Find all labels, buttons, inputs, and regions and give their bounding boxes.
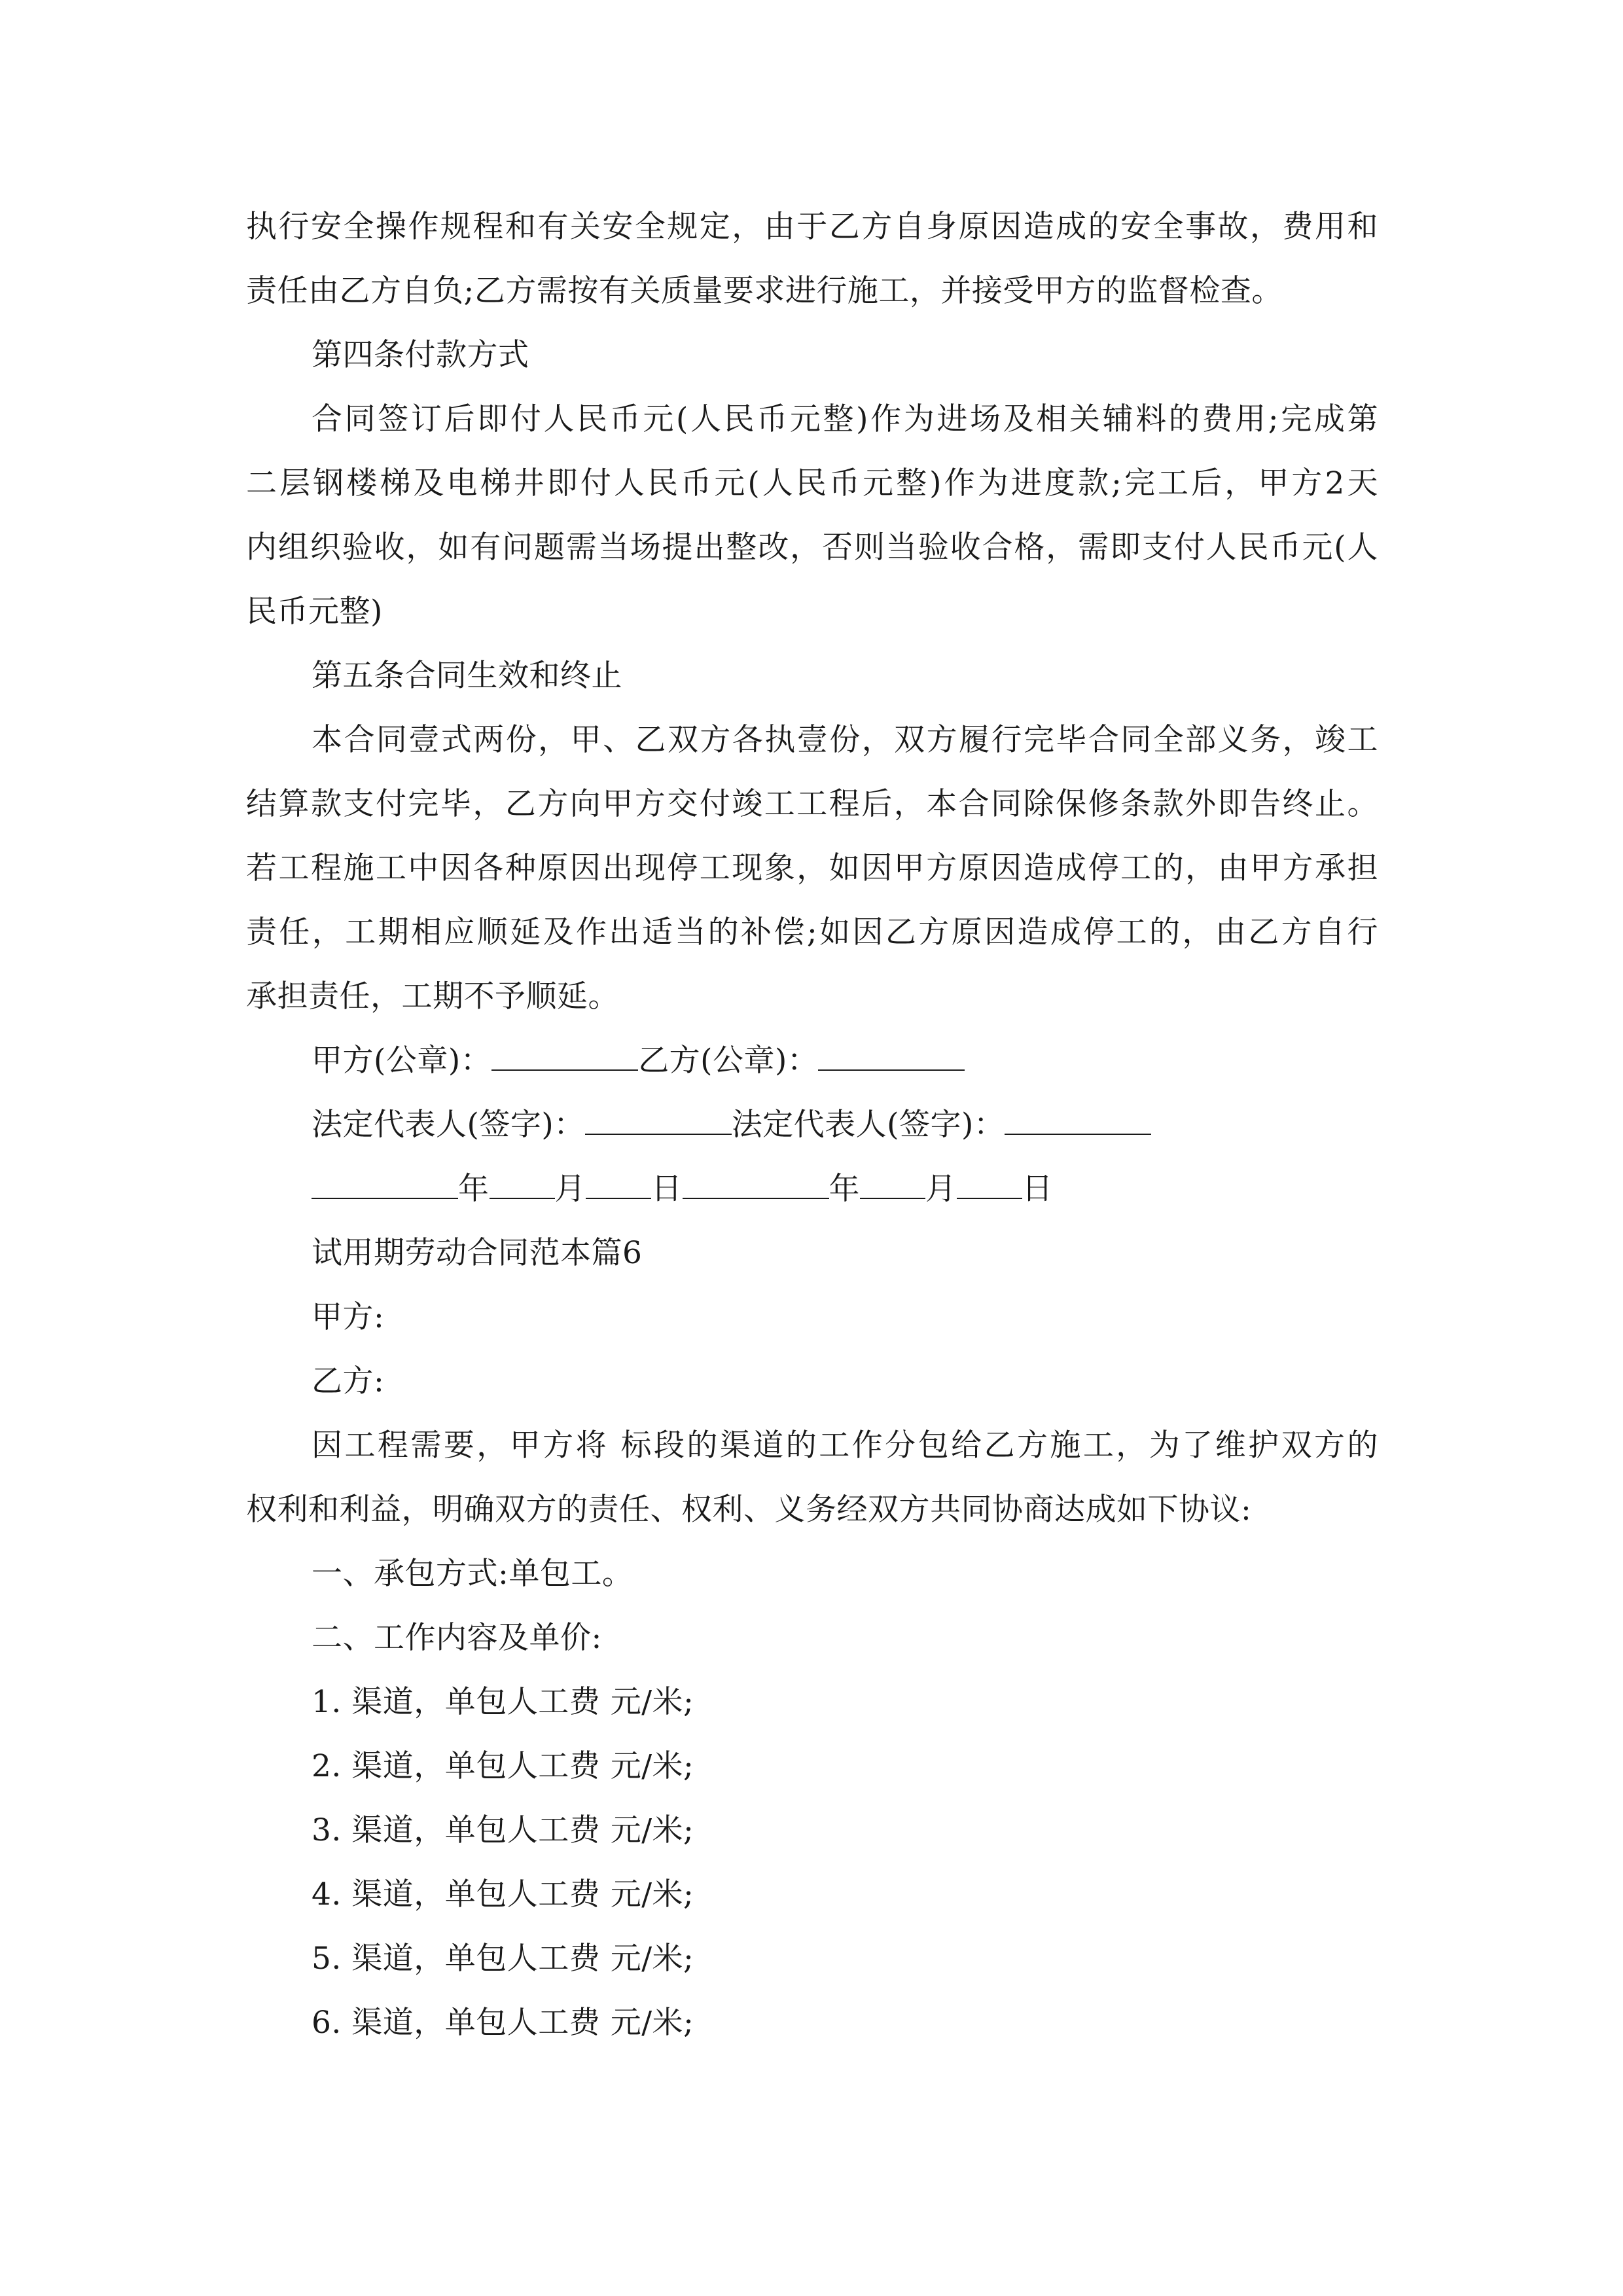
legal-rep-b-blank [1005, 1107, 1151, 1135]
article-5-line-5: 承担责任，工期不予顺延。 [246, 978, 619, 1014]
date-line [246, 1157, 1378, 1221]
legal-rep-line [246, 1093, 1378, 1157]
date-a-day-blank [586, 1172, 651, 1199]
contract-6-item: 1. 渠道，单包人工费 元/米; [312, 1684, 694, 1720]
article-4-heading: 第四条付款方式 [312, 337, 529, 373]
contract-6-title: 试用期劳动合同范本篇6 [312, 1235, 643, 1271]
date-b-month-blank [860, 1172, 925, 1199]
contract-6-item: 4. 渠道，单包人工费 元/米; [312, 1876, 694, 1912]
date-b-year-label: 年 [829, 1171, 860, 1207]
article-5-line-2: 结算款支付完毕，乙方向甲方交付竣工工程后，本合同除保修条款外即告终止。 [246, 786, 1378, 822]
party-a-seal-blank [491, 1043, 638, 1071]
contract-6-item: 2. 渠道，单包人工费 元/米; [312, 1748, 694, 1784]
seal-line [246, 1029, 1378, 1093]
party-b-seal-blank [818, 1043, 965, 1071]
legal-rep-a-blank [585, 1107, 732, 1135]
date-a-month-blank [490, 1172, 555, 1199]
article-5-line-1: 本合同壹式两份，甲、乙双方各执壹份，双方履行完毕合同全部义务，竣工 [312, 722, 1378, 758]
date-b-year-blank [683, 1172, 829, 1199]
contract-6-clause-1: 一、承包方式:单包工。 [312, 1556, 633, 1592]
date-a-month-label: 月 [554, 1171, 586, 1207]
article-4-line-2: 二层钢楼梯及电梯井即付人民币元(人民币元整)作为进度款;完工后，甲方2天 [246, 465, 1378, 501]
document-body [246, 195, 1378, 2055]
paragraph-1-line-2: 责任由乙方自负;乙方需按有关质量要求进行施工，并接受甲方的监督检查。 [246, 273, 1283, 309]
contract-6-item: 6. 渠道，单包人工费 元/米; [312, 2005, 694, 2041]
date-b-month-label: 月 [925, 1171, 957, 1207]
party-a-seal-label: 甲方(公章)： [312, 1043, 492, 1079]
article-5-line-4: 责任，工期相应顺延及作出适当的补偿;如因乙方原因造成停工的，由乙方自行 [246, 914, 1378, 950]
article-4-line-1: 合同签订后即付人民币元(人民币元整)作为进场及相关辅料的费用;完成第 [312, 401, 1378, 437]
contract-6-clause-2: 二、工作内容及单价: [312, 1620, 602, 1656]
legal-rep-b-label: 法定代表人(签字)： [731, 1107, 1005, 1143]
contract-6-intro-line-1: 因工程需要，甲方将 标段的渠道的工作分包给乙方施工，为了维护双方的 [312, 1427, 1378, 1463]
legal-rep-a-label: 法定代表人(签字)： [312, 1107, 585, 1143]
paragraph-1-line-1: 执行安全操作规程和有关安全规定，由于乙方自身原因造成的安全事故，费用和 [246, 209, 1378, 245]
contract-6-party-b: 乙方: [312, 1363, 385, 1399]
date-a-year-label: 年 [458, 1171, 490, 1207]
contract-6-item: 3. 渠道，单包人工费 元/米; [312, 1812, 694, 1848]
article-4-line-4: 民币元整) [246, 594, 383, 630]
date-a-day-label: 日 [651, 1171, 683, 1207]
article-5-line-3: 若工程施工中因各种原因出现停工现象，如因甲方原因造成停工的，由甲方承担 [246, 850, 1378, 886]
date-b-day-blank [957, 1172, 1022, 1199]
article-4-line-3: 内组织验收，如有问题需当场提出整改，否则当验收合格，需即支付人民币元(人 [246, 529, 1378, 565]
article-5-heading: 第五条合同生效和终止 [312, 658, 622, 694]
party-b-seal-label: 乙方(公章)： [638, 1043, 819, 1079]
contract-6-item: 5. 渠道，单包人工费 元/米; [312, 1941, 694, 1977]
date-a-year-blank [312, 1172, 458, 1199]
contract-6-intro-line-2: 权利和利益，明确双方的责任、权利、义务经双方共同协商达成如下协议: [246, 1492, 1252, 1528]
date-b-day-label: 日 [1022, 1171, 1053, 1207]
contract-6-party-a: 甲方: [312, 1299, 385, 1335]
